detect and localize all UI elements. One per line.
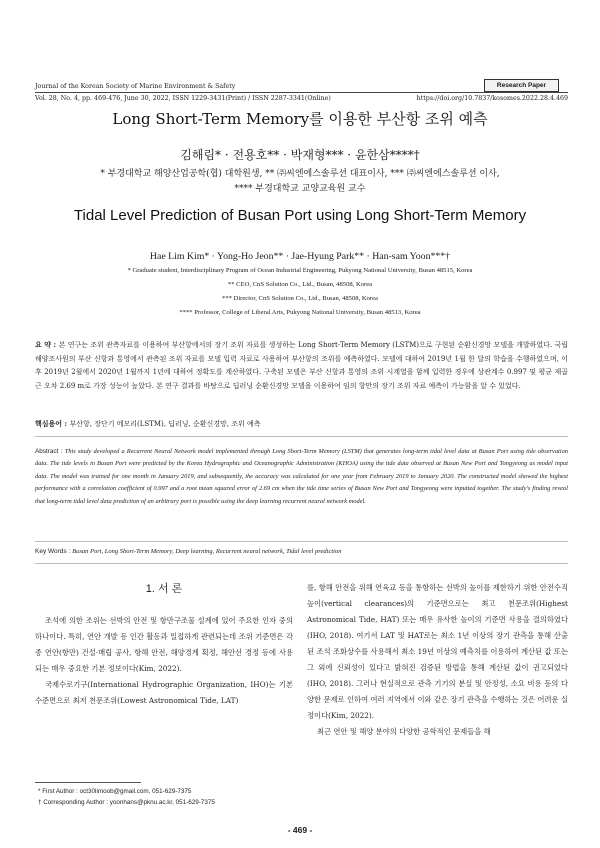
abstract-english (35, 446, 568, 508)
page-number: - 469 - (287, 825, 313, 835)
keywords-english (35, 548, 341, 555)
paragraph: 최근 연안 및 해양 분야의 다양한 공학적인 문제들을 해 (317, 727, 491, 736)
footnote-corresponding-author: † Corresponding Author : yoonhans@pknu.ac.kr, 051-629-7375 (38, 799, 215, 806)
paragraph: 조석에 의한 조위는 선박의 안전 및 항만구조물 설계에 있어 주요한 인자 중의 하나이다. 특히, 연안 개발 등 인간 활동과 밀접하게 관련되는데 조위 기준면은 각종 연안(항만) 건설·매립 공사, 항해 안전, 해양경계 획정, 해안선 경정 등에 사용되는 매우 중요한 기본 정보이다(Kim, 2022). (35, 616, 293, 673)
title-korean: Long Short-Term Memory를 이용한 부산항 조위 예측 (112, 110, 488, 128)
abstract-korean-text: 본 연구는 조위 관측자료를 이용하여 부산항에서의 장기 조위 자료를 생성하는 Long Short-Term Memory (LSTM)으로 구현된 순환신경망 모델을 개발하였다. 국립해양조사원의 부산 신항과 통영에서 관측된 조위 자료를 모델 입력 자료로 사용하여 부산항의 조위를 예측하였다. 모델에 대하여 2019년 1월 한 달의 학습을 수행하였으며, 이후 2019년 2월에서 2020년 1월까지 1년에 대하여 정확도를 계산하였다. 구축된 모델은 부산 신항과 통영의 조위 시계열을 함께 입력한 경우에 상관계수 0.997 및 평균 제곱근 오차 2.69 m로 가장 성능이 높았다. 본 연구 결과를 바탕으로 딥러닝 순환신경망 모델을 이용하여 임의 항만의 장기 조위 자료 예측이 가능함을 알 수 있었다. (35, 341, 568, 390)
affiliation-korean-1: * 부경대학교 해양산업공학(협) 대학원생, ** ㈜씨엔에스솔루션 대표이사, *** ㈜씨엔에스솔루션 이사, (100, 169, 500, 179)
abstract-divider (35, 436, 568, 437)
keywords-korean-text: 부산항, 장단기 메모리(LSTM), 딥러닝, 순환신경망, 조위 예측 (69, 420, 261, 428)
paragraph: 를, 항해 안전을 위해 연육교 등을 통항하는 선박의 높이를 제한하기 위한 안전수직높이(vertical clearances)의 기준면으로는 최고 천문조위(Highest Astronomical Tide, HAT) 또는 매우 유사한 높이의 기준면 사용을 결의하였다(IHO, 2018). 여기서 LAT 및 HAT로는 최소 1년 이상의 장기 관측을 통해 산출된 조석 조화상수를 사용해서 최소 19년 이상의 예측치를 이용하여 계산된 값 또는 그 외에 신뢰성이 있다고 밝혀진 검증된 방법을 통해 계산된 값이 권고되었다(IHO, 2018). 그러나 현실적으로 관측 기기의 분실 및 안정성, 소요 비용 등의 다양한 문제로 인하여 여러 지역에서 이와 같은 장기 관측을 수행하는 것은 어려운 실정이다(Kim, 2022). (307, 583, 568, 720)
keywords-divider-bottom (35, 563, 568, 564)
keywords-korean-label: 핵심용어 : (35, 419, 70, 428)
affiliation-english-1: * Graduate student, Interdisciplinary Program of Ocean Industrial Engineering, Pukyong National University, Busan 48515, Korea (127, 267, 473, 274)
keywords-korean (35, 419, 261, 429)
abstract-korean-label: 요 약 : (35, 340, 59, 349)
keywords-english-text: Busan Port, Long Short-Term Memory, Deep learning, Recurrent neural network, Tidal level prediction (72, 548, 342, 555)
authors-english: Hae Lim Kim* · Yong-Ho Jeon** · Jae-Hyung Park** · Han-sam Yoon***† (149, 251, 451, 262)
abstract-korean (35, 338, 568, 393)
article-type-badge: Research Paper (484, 79, 559, 92)
footnote-first-author: * First Author : oct30limoob@gmail.com, 051-629-7375 (38, 788, 192, 795)
header-rule (35, 92, 568, 93)
affiliation-english-2: ** CEO, CnS Solution Co., Ltd., Busan, 48508, Korea (227, 281, 373, 288)
keywords-english-label: Key Words : (35, 548, 73, 555)
abstract-english-label: Abstract : (35, 448, 65, 455)
body-column-right (307, 580, 568, 740)
authors-korean: 김해림* · 전용호** · 박재형*** · 윤한삼****† (180, 148, 420, 162)
title-english: Tidal Level Prediction of Busan Port using Long Short-Term Memory (73, 207, 527, 224)
doi-link[interactable]: https://doi.org/10.7837/kosomes.2022.28.4.469 (416, 95, 568, 102)
footnote-rule (35, 782, 141, 783)
body-column-left (35, 613, 293, 709)
section-heading-introduction: 1. 서 론 (145, 583, 183, 595)
affiliation-english-4: **** Professor, College of Liberal Arts, Pukyong National University, Busan 48513, Korea (179, 309, 421, 316)
abstract-english-text: This study developed a Recurrent Neural Network model implemented through Long Short-Term Memory (LSTM) that generates long-term tidal level data at Busan Port using tide observation data. The tide levels in Busan Port were predicted by the Korea Hydrographic and Oceanographic Administration (KHOA) using the tide data observed at Busan New Port and Tongyeong as model input data. The model was trained for one month in January 2019, and subsequently, the accuracy was calculated for one year from February 2019 to January 2020. The constructed model showed the highest performance with a correlation coefficient of 0.997 and a root mean squared error of 2.69 cm when the tide time series of Busan New Port and Tongyeong were inputted together. The study's finding reveal that long-term tidal level data prediction of an arbitrary port is possible using the deep learning recurrent neural network model. (35, 448, 568, 505)
journal-name: Journal of the Korean Society of Marine Environment & Safety (35, 83, 236, 90)
affiliation-english-3: *** Director, CnS Solution Co., Ltd., Busan, 48508, Korea (222, 295, 378, 302)
journal-volume-info: Vol. 28, No. 4, pp. 469-476, June 30, 2022, ISSN 1229-3431(Print) / ISSN 2287-3341(Online) (35, 95, 331, 102)
paragraph: 국제수로기구(International Hydrographic Organization, IHO)는 기본수준면으로 최저 천문조위(Lowest Astronomical Tide, LAT) (35, 680, 293, 705)
keywords-divider-top (35, 541, 568, 542)
affiliation-korean-2: **** 부경대학교 교양교육원 교수 (234, 184, 366, 194)
